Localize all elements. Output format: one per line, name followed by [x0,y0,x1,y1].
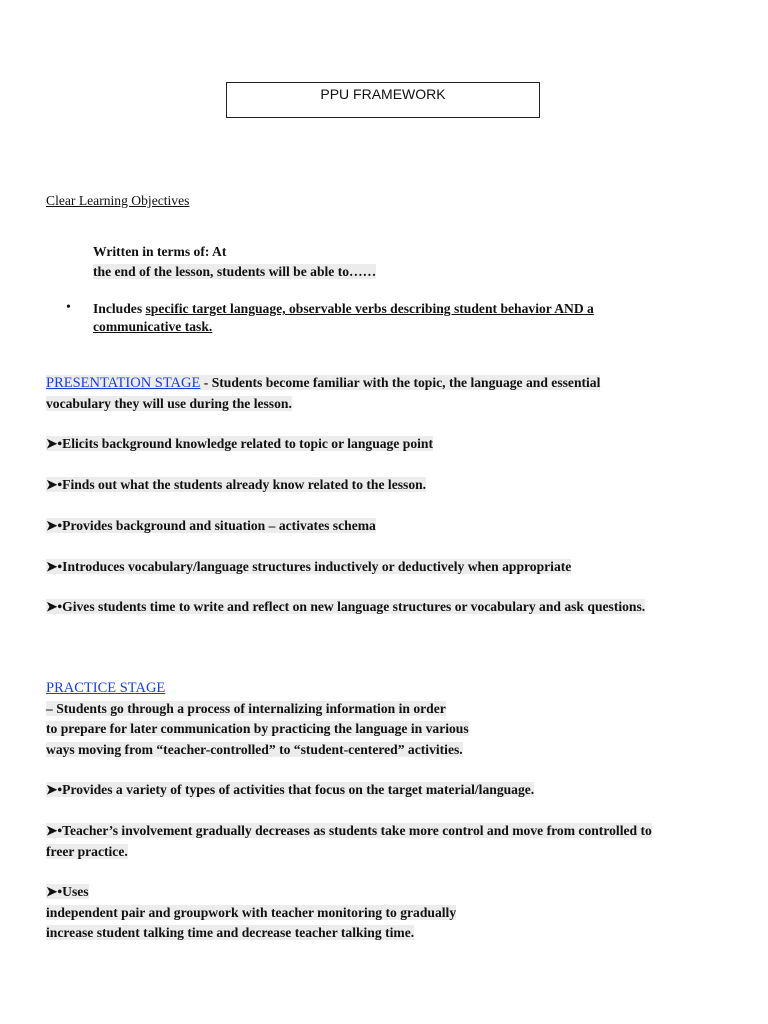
practice-point [46,780,534,801]
presentation-point [46,597,645,618]
arrow-bullet-icon: ➤• [46,599,63,614]
practice-point2-line2-wrap [46,842,128,863]
presentation-point-text: Elicits background knowledge related to topic or language point [62,436,433,451]
objectives-written-line2: the end of the lesson, students will be able to…… [93,264,377,279]
arrow-bullet-icon: ➤• [46,884,63,899]
presentation-stage-link[interactable]: PRESENTATION STAGE [46,375,201,391]
practice-point2-line2: freer practice. [46,844,128,859]
practice-point2-line1: Teacher’s involvement gradually decreases as students take more control and move from controlled to [62,823,652,838]
presentation-point-text: Gives students time to write and reflect on new language structures or vocabulary and ask questions. [62,599,646,614]
arrow-bullet-icon: ➤• [46,782,63,797]
practice-intro-line2-wrap [46,719,469,740]
objectives-includes-line2: communicative task. [93,319,213,334]
presentation-point-text: Finds out what the students already know related to the lesson. [62,477,427,492]
objectives-written-line2-wrap [93,262,376,283]
practice-intro-line2: to prepare for later communication by practicing the language in various [46,721,469,736]
practice-intro-line3: ways moving from “teacher-controlled” to “student-centered” activities. [46,742,463,757]
practice-point3-line1: Uses [62,884,89,899]
page-title: PPU FRAMEWORK [226,82,540,118]
practice-intro-line3-wrap [46,740,463,761]
presentation-intro-line1: - Students become familiar with the topic, the language and essential [200,375,601,390]
presentation-point [46,434,433,455]
practice-point3-line3: increase student talking time and decrease teacher talking time. [46,925,415,940]
bullet-icon: • [66,300,71,315]
arrow-bullet-icon: ➤• [46,436,63,451]
practice-point [46,821,652,842]
objectives-written-line1: Written in terms of: At [93,244,227,259]
arrow-bullet-icon: ➤• [46,477,63,492]
presentation-point [46,516,376,537]
practice-stage-link-wrap [46,678,165,699]
presentation-intro-line2-wrap [46,394,292,415]
practice-point3-line2: independent pair and groupwork with teacher monitoring to gradually [46,905,457,920]
practice-stage-link[interactable]: PRACTICE STAGE [46,680,166,696]
practice-point3-line3-wrap [46,923,414,944]
practice-point3-line2-wrap [46,903,456,924]
practice-point1: Provides a variety of types of activities that focus on the target material/language. [62,782,535,797]
arrow-bullet-icon: ➤• [46,823,63,838]
presentation-intro-line2: vocabulary they will use during the lesson. [46,396,292,411]
presentation-point-text: Provides background and situation – activates schema [62,518,376,533]
practice-intro-line1-wrap [46,699,446,720]
arrow-bullet-icon: ➤• [46,559,63,574]
objectives-includes-prefix: Includes [93,301,146,316]
practice-point [46,882,89,903]
presentation-point-text: Introduces vocabulary/language structures inductively or deductively when appropriate [62,559,572,574]
objectives-heading: Clear Learning Objectives [46,193,190,208]
presentation-intro-line1-wrap [46,373,600,394]
presentation-point [46,475,426,496]
objectives-includes-line1: specific target language, observable verbs describing student behavior AND a [145,301,594,316]
presentation-point [46,557,571,578]
practice-intro-line1: – Students go through a process of internalizing information in order [46,701,446,716]
arrow-bullet-icon: ➤• [46,518,63,533]
